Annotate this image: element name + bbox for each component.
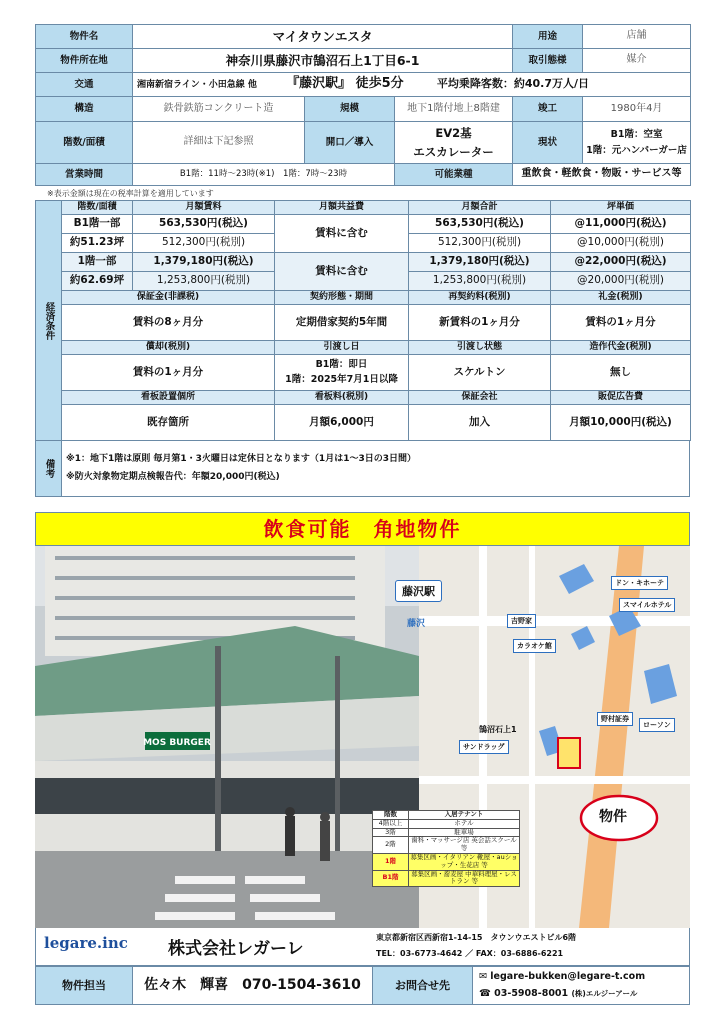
- station-walk: 『藤沢駅』 徒歩5分: [286, 76, 404, 92]
- row1-common: 賃料に含む: [275, 215, 409, 253]
- recontract-value: 新賃料の1ヶ月分: [409, 305, 551, 341]
- remarks-label: [36, 441, 62, 497]
- contact-email[interactable]: legare-bukken@legare-t.com: [490, 971, 646, 983]
- deposit-value: 賃料の8ヶ月分: [62, 305, 275, 341]
- row2-rent-ex: 1,253,800円(税別): [133, 272, 275, 291]
- company-logo: legare.inc: [44, 934, 128, 952]
- structure-value: 鉄骨鉄筋コンクリート造: [133, 97, 305, 122]
- promotion-value: 月額10,000円(税込): [551, 405, 691, 441]
- business-label: 可能業種: [395, 164, 513, 186]
- guarantor-value: 加入: [409, 405, 551, 441]
- deposit-label: 保証金(非課税): [62, 291, 275, 305]
- tenant-name-4: ホテル: [409, 819, 520, 828]
- tenant-name-3: 駐車場: [409, 828, 520, 837]
- amortization-value: 賃料の1ヶ月分: [62, 355, 275, 391]
- tenant-floor-3: 3階: [373, 828, 409, 837]
- tenant-floor-b1: B1階: [373, 870, 409, 887]
- traffic-label: 交通: [36, 73, 133, 97]
- person-value: 佐々木 輝喜 070-1504-3610: [133, 967, 373, 1005]
- company-phone: TEL：03-6773-4642 ／ FAX：03-6886-6221: [376, 949, 564, 958]
- amortization-label: 償却(税別): [62, 341, 275, 355]
- use-value: 店舗: [583, 25, 691, 49]
- economy-side-label: [36, 201, 62, 441]
- inquiry-label: お問合せ先: [373, 967, 473, 1005]
- remarks-label-text: 備考: [43, 459, 55, 478]
- entrance-label: 開口／導入: [305, 122, 395, 164]
- row2-total-in: 1,379,180円(税込): [409, 253, 551, 272]
- property-name: マイタウンエスタ: [133, 25, 513, 49]
- handover-value: [275, 355, 409, 391]
- map-place-sundrug: サンドラッグ: [459, 740, 509, 754]
- tenant-name-b1: 募集区画・蕎麦屋 中華料理屋・レストラン 等: [409, 870, 520, 887]
- built-value: 1980年4月: [583, 97, 691, 122]
- row2-rent-in: 1,379,180円(税込): [133, 253, 275, 272]
- contact-bar: [35, 966, 690, 1005]
- map-area-label: 鵠沼石上1: [479, 725, 517, 734]
- guarantor-label: 保証会社: [409, 391, 551, 405]
- econ-header-floor: 階数/面積: [62, 201, 133, 215]
- recontract-label: 再契約料(税別): [409, 291, 551, 305]
- signboard-fee-label: 看板料(税別): [275, 391, 409, 405]
- entrance-escalator: エスカレーター: [413, 144, 494, 159]
- tenant-floor-2: 2階: [373, 837, 409, 854]
- tenant-name-1: 募集区画・イタリアン 靴屋・auショップ・生花店 等: [410, 852, 518, 869]
- building-photo: [35, 546, 419, 928]
- business-value: 重飲食・軽飲食・物販・サービス等: [513, 164, 691, 186]
- remarks-body: [62, 441, 690, 497]
- map-place-karaoke: カラオケ館: [513, 639, 556, 653]
- map-place-yoshinoya: 吉野家: [507, 614, 536, 628]
- contact-tel[interactable]: 03-5908-8001: [494, 987, 569, 999]
- row2-common: 賃料に含む: [275, 253, 409, 291]
- name-label: 物件名: [36, 25, 133, 49]
- row2-total-ex: 1,253,800円(税別): [409, 272, 551, 291]
- map-station-small: 藤沢: [407, 619, 426, 629]
- passengers: 平均乗降客数：約40.7万人/日: [436, 77, 589, 91]
- use-label: 用途: [513, 25, 583, 49]
- deal-label: 取引態様: [513, 49, 583, 73]
- inquiry-value: [473, 967, 690, 1005]
- row1-floor: B1階一部: [62, 215, 133, 234]
- handover-1f: 1階：2025年7月1日以降: [285, 373, 398, 385]
- entrance-ev: EV2基: [435, 126, 472, 141]
- tax-note: ※表示金額は現在の税率計算を適用しています: [47, 189, 214, 198]
- handover-state-label: 引渡し状態: [409, 341, 551, 355]
- tel-row: [479, 986, 689, 1002]
- property-info-table: [35, 24, 691, 186]
- handover-b1: B1階：即日: [315, 359, 368, 371]
- company-address: 東京都新宿区西新宿1-14-15 タウンウエストビル6階: [376, 933, 577, 942]
- economy-table: [35, 200, 691, 441]
- floor-label: 階数/面積: [36, 122, 133, 164]
- econ-header-common: 月額共益費: [275, 201, 409, 215]
- company-name: 株式会社レガーレ: [168, 939, 304, 959]
- person-label: 物件担当: [36, 967, 133, 1005]
- fixture-label: 造作代金(税別): [551, 341, 691, 355]
- signboard-label: 看板設置個所: [62, 391, 275, 405]
- row2-area: 約62.69坪: [62, 272, 133, 291]
- hours-value: B1階：11時～23時(※1) 1階：7時～23時: [133, 164, 395, 186]
- contract-value: 定期借家契約5年間: [275, 305, 409, 341]
- building-photo-illustration: [35, 546, 419, 928]
- lines: 湘南新宿ライン・小田急線 他: [137, 80, 257, 91]
- tenant-header-name: 入居テナント: [409, 811, 520, 820]
- scale-value: 地下1階付地上8階建: [395, 97, 513, 122]
- traffic-value: [133, 73, 691, 97]
- tenant-floor-4: 4階以上: [373, 819, 409, 828]
- tenant-floor-1: 1階: [373, 853, 409, 870]
- mail-icon: ✉: [479, 971, 487, 983]
- floor-value: 詳細は下記参照: [133, 122, 305, 164]
- status-label: 現状: [513, 122, 583, 164]
- contract-label: 契約形態・期間: [275, 291, 409, 305]
- scale-label: 規模: [305, 97, 395, 122]
- promotion-label: 販促広告費: [551, 391, 691, 405]
- keymoney-label: 礼金(税別): [551, 291, 691, 305]
- built-label: 竣工: [513, 97, 583, 122]
- map-station-label: 藤沢駅: [395, 580, 442, 602]
- tenant-header-floor: 階数: [373, 811, 409, 820]
- remark-2: ※防火対象物定期点検報告代：年額20,000円(税込): [66, 471, 280, 482]
- row1-rent-in: 563,530円(税込): [133, 215, 275, 234]
- econ-header-rent: 月額賃料: [133, 201, 275, 215]
- row1-rent-ex: 512,300円(税別): [133, 234, 275, 253]
- economy-side-text: 経済条件: [43, 301, 55, 340]
- hours-label: 営業時間: [36, 164, 133, 186]
- signboard-fee-value: 月額6,000円: [275, 405, 409, 441]
- status-1f: 1階：元ハンバーガー店: [586, 144, 687, 156]
- status-value: [583, 122, 691, 164]
- map-place-lawson: ローソン: [639, 718, 675, 732]
- handover-state-value: スケルトン: [409, 355, 551, 391]
- tenant-name-2: 歯科・マッサージ店 英会話スクール 等: [409, 837, 520, 854]
- company-footer: [35, 928, 690, 966]
- row1-unit-in: @11,000円(税込): [551, 215, 691, 234]
- keymoney-value: 賃料の1ヶ月分: [551, 305, 691, 341]
- address-label: 物件所在地: [36, 49, 133, 73]
- address-value: 神奈川県藤沢市鵠沼石上1丁目6-1: [133, 49, 513, 73]
- structure-label: 構造: [36, 97, 133, 122]
- row2-unit-in: @22,000円(税込): [551, 253, 691, 272]
- remarks-table: [35, 440, 690, 497]
- map-property-label: 物件: [599, 809, 627, 825]
- handover-label: 引渡し日: [275, 341, 409, 355]
- mos-burger-sign: MOS BURGER: [143, 738, 211, 748]
- row2-floor: 1階一部: [62, 253, 133, 272]
- map-place-smile-hotel: スマイルホテル: [619, 598, 675, 612]
- fixture-value: 無し: [551, 355, 691, 391]
- property-sheet: [35, 24, 690, 497]
- email-row: [479, 969, 689, 985]
- map-place-donki: ドン・キホーテ: [611, 576, 668, 590]
- map-place-nomura: 野村証券: [597, 712, 633, 726]
- signboard-value: 既存箇所: [62, 405, 275, 441]
- status-b1: B1階：空室: [610, 129, 663, 141]
- contact-tel-note: (株)エルジーアール: [571, 988, 638, 998]
- row1-total-ex: 512,300円(税別): [409, 234, 551, 253]
- row1-area: 約51.23坪: [62, 234, 133, 253]
- row2-unit-ex: @20,000円(税別): [551, 272, 691, 291]
- econ-header-unit: 坪単価: [551, 201, 691, 215]
- econ-header-total: 月額合計: [409, 201, 551, 215]
- entrance-value: [395, 122, 513, 164]
- deal-value: 媒介: [583, 49, 691, 73]
- phone-icon: ☎: [479, 987, 491, 999]
- row1-unit-ex: @10,000円(税別): [551, 234, 691, 253]
- tenant-table: [372, 810, 520, 887]
- remark-1: ※1：地下1階は原則 毎月第1・3火曜日は定休日となります（1月は1～3日の3日間）: [66, 454, 416, 465]
- row1-total-in: 563,530円(税込): [409, 215, 551, 234]
- highlight-banner: 飲食可能 角地物件: [35, 512, 690, 546]
